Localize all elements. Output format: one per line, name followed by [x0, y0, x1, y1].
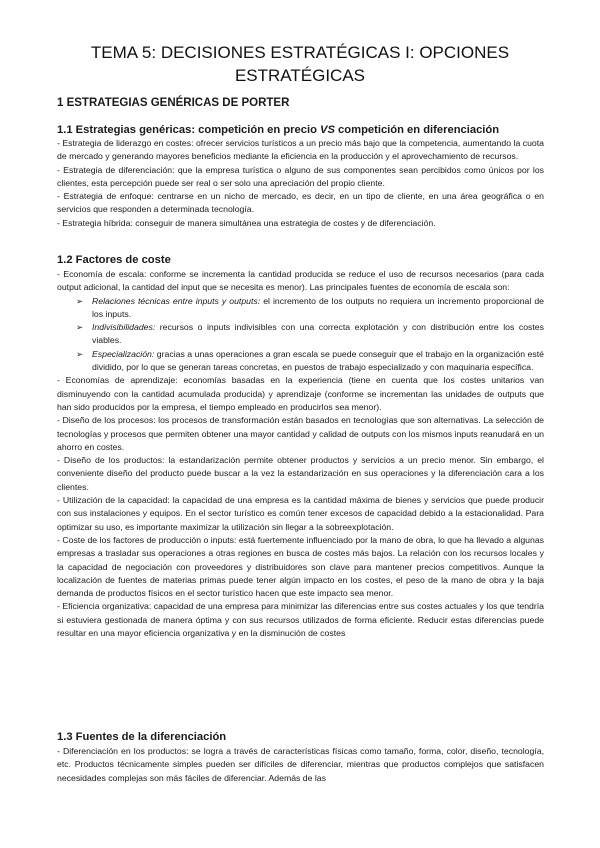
section-heading-1-1 — [57, 124, 499, 136]
sub-bullet — [57, 295, 544, 322]
heading-1-1-part-a: 1.1 Estrategias genéricas: competición en precio — [57, 124, 321, 136]
paragraph: - Estrategia de diferenciación: que la empresa turística o alguno de sus componentes sean percibidos como únicos por los clientes, esta percepción puede ser real o ser solo una apreciación del propio cliente. — [57, 164, 544, 188]
sub-bullet-text: recursos o inputs indivisibles con una correcta explotación y con distribución entre los costes viables. — [92, 322, 544, 346]
paragraph: - Utilización de la capacidad: la capacidad de una empresa es la cantidad máxima de bienes y servicios que puede producir con sus instalaciones y equipos. En el sector turístico es común tener excesos de capacidad debido a la estacionalidad. Para optimizar su uso, es importante maximizar la utilización sin llegar a la sobreexplotación. — [57, 495, 544, 532]
paragraph: - Estrategia de liderazgo en costes: ofrecer servicios turísticos a un precio más bajo que la competencia, aumentando la cuota de mercado y generando mayores beneficios mediante la eficiencia en la producción y el aprovechamiento de recursos. — [57, 138, 544, 162]
document-title — [60, 41, 540, 87]
heading-1-1-part-b: competición en diferenciación — [334, 124, 500, 136]
title-line-1: TEMA 5: DECISIONES ESTRATÉGICAS I: OPCIONES — [90, 43, 510, 62]
paragraph: - Coste de los factores de producción o inputs: está fuertemente influenciado por la mano de obra, lo que ha llevado a algunas empresas a trasladar sus operaciones a otras regiones en busca de costes más bajos. La relación con los recursos locales y la capacidad de negociación con proveedores y distribuidores son clave para mantener precios competitivos. Aunque la localización de fuentes de materias primas puede tener algún impacto en los costes, el peso de la mano de obra y la baja demanda de productos físicos en el sector turístico hacen que este impacto sea menor. — [57, 534, 544, 599]
paragraph: - Eficiencia organizativa: capacidad de una empresa para minimizar las diferencias entre sus costes actuales y los que tendría si estuviera gestionada de manera óptima y con sus recursos utilizados de forma eficiente. Reducir estas diferencias puede resultar en una mayor eficiencia organizativa y en la disminución de costes — [57, 601, 544, 639]
arrow-bullet-icon: ➢ — [76, 348, 84, 359]
section-1-2-body — [57, 268, 544, 640]
paragraph: - Diferenciación en los productos: se logra a través de características físicas como tamaño, forma, color, diseño, tecnología, etc. Productos técnicamente simples pueden ser difíciles de diferenciar, mientras que productos complejos que satisfacen necesidades complejas son más fáciles de diferenciar. Además de las — [57, 746, 544, 783]
paragraph: - Diseño de los procesos: los procesos de transformación están basados en tecnologías que son alternativas. La selección de tecnologías y procesos que permiten obtener una mayor cantidad y calidad de outputs con los mismos inputs reanudará en un ahorro en costes. — [57, 415, 544, 452]
paragraph: - Economía de escala: conforme se incrementa la cantidad producida se reduce el uso de recursos necesarios (para cada output adicional, la cantidad del input que se necesita es menor). Las principales fuentes de economía de escala son: — [57, 269, 544, 293]
section-heading-1: 1 ESTRATEGIAS GENÉRICAS DE PORTER — [57, 97, 290, 109]
paragraph: - Diseño de los productos: la estandarización permite obtener productos y servicios a un precio menor. Sin embargo, el conveniente diseño del producto puede buscar a la vez la estandarización en sus operaciones y la diferenciación cara a los clientes. — [57, 455, 544, 492]
heading-1-1-vs: VS — [320, 124, 335, 136]
paragraph: - Estrategia de enfoque: centrarse en un nicho de mercado, es decir, en un tipo de cliente, en una área geográfica o en servicios que responden a determinada tecnología. — [57, 191, 544, 215]
sub-bullet-label: Especialización: — [92, 348, 155, 359]
paragraph: - Economías de aprendizaje: economías basadas en la experiencia (tiene en cuenta que los costes unitarios van disminuyendo con la cantidad acumulada producida) y aprendizaje (conforme se incrementan las unidades de outputs que han sido producidos por la empresa, el tiempo empleado en producirlos sea menor). — [57, 375, 544, 412]
sub-bullet-label: Indivisibilidades: — [92, 322, 156, 333]
section-1-1-body — [57, 137, 544, 230]
sub-bullet-label: Relaciones técnicas entre inputs y outputs: — [92, 295, 261, 306]
section-heading-1-2: 1.2 Factores de coste — [57, 254, 171, 266]
title-line-2: ESTRATÉGICAS — [234, 66, 366, 85]
section-heading-1-3: 1.3 Fuentes de la diferenciación — [57, 731, 227, 743]
sub-bullet-text: el incremento de los outputs no requiera un incremento proporcional de los inputs. — [92, 295, 545, 319]
arrow-bullet-icon: ➢ — [76, 322, 84, 333]
section-1-3-body — [57, 745, 544, 785]
paragraph: - Estrategia híbrida: conseguir de manera simultánea una estrategia de costes y de diferenciación. — [57, 217, 436, 228]
sub-bullet — [57, 321, 544, 348]
sub-bullet — [57, 348, 544, 375]
arrow-bullet-icon: ➢ — [76, 295, 84, 306]
sub-bullet-text: gracias a unas operaciones a gran escala se puede conseguir que el trabajo en la organización esté dividido, por lo que se generan tareas concretas, en puestos de trabajo especializado y con maquinaria específica. — [92, 348, 544, 373]
